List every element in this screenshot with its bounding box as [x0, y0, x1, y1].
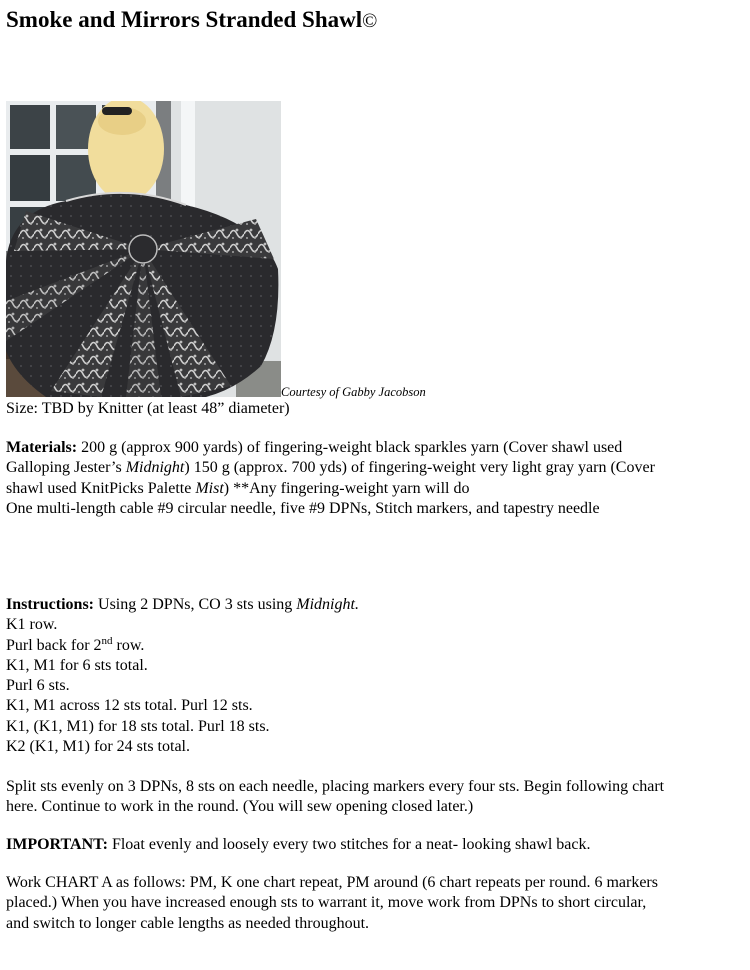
instruction-step-2: Purl back for 2nd row. — [6, 634, 145, 654]
materials-line-4: One multi-length cable #9 circular needle, five #9 DPNs, Stitch markers, and tapestry needle — [6, 499, 600, 517]
shawl-photo-illustration — [6, 101, 281, 397]
shawl-photo — [6, 101, 281, 397]
materials-section — [6, 438, 746, 519]
split-line-1: Split sts evenly on 3 DPNs, 8 sts on each needle, placing markers every four sts. Begin following chart — [6, 778, 665, 795]
important-paragraph — [6, 835, 746, 855]
split-paragraph — [6, 777, 746, 818]
title-text: Smoke and Mirrors Stranded Shawl — [6, 7, 363, 32]
materials-label: Materials: — [6, 439, 78, 456]
instruction-step-7: K2 (K1, M1) for 24 sts total. — [6, 738, 190, 756]
instructions-section — [6, 595, 746, 757]
copyright-symbol: © — [362, 10, 378, 32]
instruction-step-5: K1, M1 across 12 sts total. Purl 12 sts. — [6, 697, 253, 715]
chart-a-paragraph — [6, 873, 746, 934]
instructions-label: Instructions: — [6, 596, 95, 613]
instruction-step-4: Purl 6 sts. — [6, 677, 70, 695]
instruction-step-6: K1, (K1, M1) for 18 sts total. Purl 18 sts. — [6, 717, 270, 735]
instruction-step-1: K1 row. — [6, 616, 58, 634]
chart-a-line-1: Work CHART A as follows: PM, K one chart repeat, PM around (6 chart repeats per round. 6 markers — [6, 874, 658, 891]
photo-caption: Courtesy of Gabby Jacobson — [281, 385, 426, 399]
chart-a-line-2: placed.) When you have increased enough sts to warrant it, move work from DPNs to short circular, — [6, 894, 647, 912]
materials-line-2: Galloping Jester’s Midnight) 150 g (approx. 700 yds) of fingering-weight very light gray yarn (Cover — [6, 459, 655, 477]
page-title — [6, 4, 377, 37]
chart-a-line-3: and switch to longer cable lengths as needed throughout. — [6, 914, 370, 932]
size-line — [6, 399, 746, 419]
materials-line-3: shawl used KnitPicks Palette Mist) **Any fingering-weight yarn will do — [6, 479, 470, 497]
size-text: Size: TBD by Knitter (at least 48” diameter) — [6, 400, 290, 417]
important-line: IMPORTANT: Float evenly and loosely every two stitches for a neat- looking shawl back. — [6, 836, 591, 853]
instruction-step-3: K1, M1 for 6 sts total. — [6, 656, 148, 674]
split-line-2: here. Continue to work in the round. (You will sew opening closed later.) — [6, 798, 474, 816]
important-label: IMPORTANT: — [6, 836, 108, 853]
instructions-intro: Instructions: Using 2 DPNs, CO 3 sts using Midnight. — [6, 596, 359, 613]
materials-line-1: Materials: 200 g (approx 900 yards) of fingering-weight black sparkles yarn (Cover shawl used — [6, 439, 623, 456]
